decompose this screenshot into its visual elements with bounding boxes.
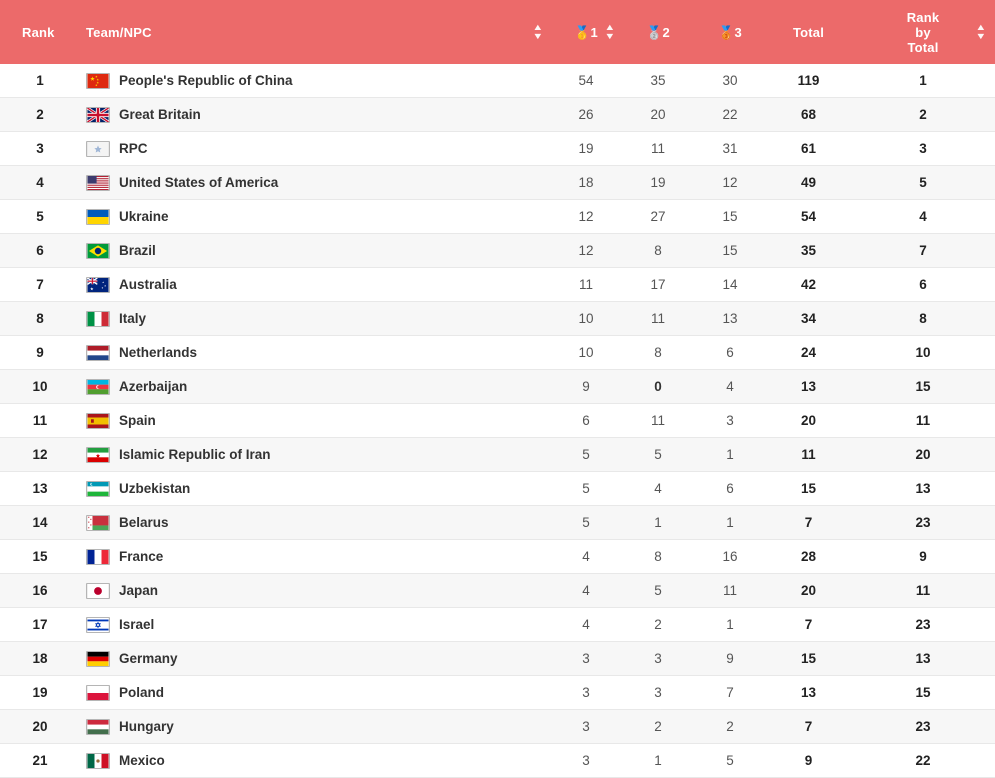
team-name: Netherlands <box>119 345 198 360</box>
cell-rank-by-total: 23 <box>851 506 995 540</box>
team-name: RPC <box>119 141 148 156</box>
cell-silver: 2 <box>622 710 694 744</box>
cell-team <box>80 370 550 404</box>
cell-team <box>80 438 550 472</box>
team-name: Spain <box>119 413 156 428</box>
column-label-total: Total <box>792 24 825 40</box>
team-name: Mexico <box>119 753 165 768</box>
team-name: People's Republic of China <box>119 73 293 88</box>
team-name: Hungary <box>119 719 174 734</box>
cell-gold: 4 <box>550 574 622 608</box>
cell-total: 35 <box>766 234 851 268</box>
cell-rank-by-total: 11 <box>851 404 995 438</box>
cell-gold: 3 <box>550 710 622 744</box>
flag-icon-rpc <box>86 141 110 157</box>
sort-arrows-icon-gold[interactable]: ▲ ▼ <box>604 22 616 41</box>
cell-gold: 5 <box>550 472 622 506</box>
cell-bronze: 1 <box>694 438 766 472</box>
cell-rank-by-total: 23 <box>851 608 995 642</box>
cell-bronze: 31 <box>694 132 766 166</box>
header-row <box>0 0 995 64</box>
table-row <box>0 98 995 132</box>
table-row <box>0 64 995 98</box>
cell-total: 68 <box>766 98 851 132</box>
column-label-gold: 1 <box>590 24 598 40</box>
cell-team <box>80 132 550 166</box>
flag-icon-ua <box>86 209 110 225</box>
cell-silver: 17 <box>622 268 694 302</box>
cell-rank-by-total: 6 <box>851 268 995 302</box>
cell-rank: 20 <box>0 710 80 744</box>
flag-icon-us <box>86 175 110 191</box>
cell-silver: 35 <box>622 64 694 98</box>
cell-total: 49 <box>766 166 851 200</box>
cell-rank-by-total: 5 <box>851 166 995 200</box>
cell-bronze: 14 <box>694 268 766 302</box>
svg-text:★: ★ <box>95 75 98 78</box>
cell-gold: 10 <box>550 302 622 336</box>
cell-silver: 11 <box>622 404 694 438</box>
cell-gold: 19 <box>550 132 622 166</box>
cell-team <box>80 98 550 132</box>
team-name: Japan <box>119 583 159 598</box>
table-row <box>0 370 995 404</box>
table-row <box>0 438 995 472</box>
table-row <box>0 744 995 778</box>
flag-icon-by <box>86 515 110 531</box>
cell-team <box>80 166 550 200</box>
cell-bronze: 4 <box>694 370 766 404</box>
svg-text:★: ★ <box>90 286 94 291</box>
flag-icon-hu <box>86 719 110 735</box>
cell-silver: 3 <box>622 642 694 676</box>
cell-rank: 5 <box>0 200 80 234</box>
flag-icon-az <box>86 379 110 395</box>
cell-team <box>80 404 550 438</box>
cell-rank: 9 <box>0 336 80 370</box>
cell-team <box>80 268 550 302</box>
cell-rank: 14 <box>0 506 80 540</box>
column-label-team: Team/NPC <box>86 24 152 40</box>
cell-total: 7 <box>766 710 851 744</box>
cell-total: 34 <box>766 302 851 336</box>
svg-text:★: ★ <box>104 284 107 287</box>
team-name: Italy <box>119 311 147 326</box>
table-row <box>0 676 995 710</box>
cell-gold: 11 <box>550 268 622 302</box>
table-row <box>0 200 995 234</box>
cell-team <box>80 540 550 574</box>
cell-bronze: 6 <box>694 336 766 370</box>
svg-text:★: ★ <box>96 80 99 84</box>
cell-total: 15 <box>766 642 851 676</box>
cell-total: 20 <box>766 574 851 608</box>
column-label-rank-by-total <box>907 10 940 55</box>
cell-rank-by-total: 4 <box>851 200 995 234</box>
silver-medal-icon: 🥈 <box>646 24 663 40</box>
cell-rank: 11 <box>0 404 80 438</box>
flag-icon-pl <box>86 685 110 701</box>
cell-silver: 2 <box>622 608 694 642</box>
cell-team <box>80 642 550 676</box>
cell-rank-by-total: 20 <box>851 438 995 472</box>
svg-text:★: ★ <box>90 76 95 82</box>
cell-rank: 6 <box>0 234 80 268</box>
column-header-rank-by-total[interactable] <box>851 0 995 64</box>
cell-bronze: 7 <box>694 676 766 710</box>
team-name: Ukraine <box>119 209 169 224</box>
svg-text:★: ★ <box>101 287 104 289</box>
cell-bronze: 15 <box>694 234 766 268</box>
cell-rank-by-total: 15 <box>851 370 995 404</box>
cell-rank: 8 <box>0 302 80 336</box>
column-label-silver: 2 <box>662 24 670 40</box>
column-label-rank: Rank <box>22 24 55 40</box>
table-row <box>0 132 995 166</box>
cell-rank-by-total: 22 <box>851 744 995 778</box>
cell-team <box>80 744 550 778</box>
cell-silver: 3 <box>622 676 694 710</box>
column-header-gold[interactable] <box>550 0 622 64</box>
team-name: Israel <box>119 617 155 632</box>
team-name: Uzbekistan <box>119 481 191 496</box>
cell-gold: 5 <box>550 438 622 472</box>
cell-gold: 12 <box>550 234 622 268</box>
flag-icon-fr <box>86 549 110 565</box>
cell-bronze: 15 <box>694 200 766 234</box>
cell-bronze: 22 <box>694 98 766 132</box>
cell-bronze: 1 <box>694 506 766 540</box>
team-name: Australia <box>119 277 177 292</box>
table-row <box>0 574 995 608</box>
cell-gold: 3 <box>550 676 622 710</box>
cell-total: 61 <box>766 132 851 166</box>
cell-team <box>80 472 550 506</box>
team-name: Islamic Republic of Iran <box>119 447 271 462</box>
cell-total: 15 <box>766 472 851 506</box>
cell-rank: 13 <box>0 472 80 506</box>
table-body <box>0 64 995 778</box>
svg-text:★: ★ <box>102 281 105 284</box>
cell-total: 119 <box>766 64 851 98</box>
table-row <box>0 642 995 676</box>
rbt-line-1: Rank <box>906 9 940 25</box>
cell-bronze: 6 <box>694 472 766 506</box>
table-row <box>0 540 995 574</box>
cell-rank-by-total: 9 <box>851 540 995 574</box>
cell-rank-by-total: 3 <box>851 132 995 166</box>
cell-total: 42 <box>766 268 851 302</box>
cell-silver: 0 <box>622 370 694 404</box>
team-name: Belarus <box>119 515 169 530</box>
cell-total: 20 <box>766 404 851 438</box>
cell-team <box>80 574 550 608</box>
cell-team <box>80 710 550 744</box>
cell-rank-by-total: 10 <box>851 336 995 370</box>
table-row <box>0 268 995 302</box>
cell-rank: 4 <box>0 166 80 200</box>
team-name: Poland <box>119 685 165 700</box>
cell-rank-by-total: 2 <box>851 98 995 132</box>
cell-gold: 10 <box>550 336 622 370</box>
cell-rank: 10 <box>0 370 80 404</box>
cell-gold: 12 <box>550 200 622 234</box>
flag-icon-uz <box>86 481 110 497</box>
team-name: Azerbaijan <box>119 379 188 394</box>
cell-bronze: 12 <box>694 166 766 200</box>
cell-rank-by-total: 13 <box>851 472 995 506</box>
cell-rank: 15 <box>0 540 80 574</box>
team-name: Germany <box>119 651 178 666</box>
cell-silver: 5 <box>622 574 694 608</box>
table-row <box>0 472 995 506</box>
cell-gold: 3 <box>550 642 622 676</box>
cell-team <box>80 506 550 540</box>
cell-team <box>80 336 550 370</box>
cell-silver: 1 <box>622 506 694 540</box>
cell-bronze: 11 <box>694 574 766 608</box>
cell-rank-by-total: 23 <box>851 710 995 744</box>
flag-icon-au <box>86 277 110 293</box>
table-row <box>0 302 995 336</box>
column-header-team[interactable] <box>80 0 550 64</box>
cell-rank: 7 <box>0 268 80 302</box>
flag-icon-br <box>86 243 110 259</box>
cell-silver: 8 <box>622 234 694 268</box>
cell-bronze: 13 <box>694 302 766 336</box>
cell-gold: 4 <box>550 540 622 574</box>
column-header-rank[interactable] <box>0 0 80 64</box>
cell-bronze: 30 <box>694 64 766 98</box>
cell-gold: 6 <box>550 404 622 438</box>
flag-icon-il <box>86 617 110 633</box>
cell-bronze: 5 <box>694 744 766 778</box>
cell-silver: 27 <box>622 200 694 234</box>
cell-rank: 21 <box>0 744 80 778</box>
cell-bronze: 9 <box>694 642 766 676</box>
cell-gold: 54 <box>550 64 622 98</box>
bronze-medal-icon: 🥉 <box>718 24 735 40</box>
cell-team <box>80 676 550 710</box>
table-row <box>0 234 995 268</box>
cell-rank-by-total: 13 <box>851 642 995 676</box>
team-name: France <box>119 549 164 564</box>
cell-rank-by-total: 1 <box>851 64 995 98</box>
cell-rank: 18 <box>0 642 80 676</box>
flag-icon-jp <box>86 583 110 599</box>
cell-rank-by-total: 15 <box>851 676 995 710</box>
table-row <box>0 336 995 370</box>
cell-rank: 3 <box>0 132 80 166</box>
cell-team <box>80 302 550 336</box>
cell-total: 54 <box>766 200 851 234</box>
cell-rank: 12 <box>0 438 80 472</box>
cell-rank-by-total: 8 <box>851 302 995 336</box>
cell-gold: 5 <box>550 506 622 540</box>
table-header <box>0 0 995 64</box>
column-header-silver[interactable] <box>622 0 694 64</box>
gold-medal-icon: 🥇 <box>574 24 591 40</box>
rbt-line-2: by <box>915 24 931 40</box>
cell-silver: 20 <box>622 98 694 132</box>
team-name: Brazil <box>119 243 156 258</box>
svg-text:★: ★ <box>95 83 98 87</box>
table-row <box>0 166 995 200</box>
flag-icon-ir <box>86 447 110 463</box>
table-row <box>0 710 995 744</box>
cell-total: 13 <box>766 370 851 404</box>
cell-silver: 8 <box>622 336 694 370</box>
team-name: Great Britain <box>119 107 201 122</box>
cell-gold: 4 <box>550 608 622 642</box>
cell-rank: 2 <box>0 98 80 132</box>
cell-silver: 11 <box>622 132 694 166</box>
cell-total: 7 <box>766 608 851 642</box>
cell-gold: 18 <box>550 166 622 200</box>
cell-silver: 1 <box>622 744 694 778</box>
cell-total: 7 <box>766 506 851 540</box>
team-name: United States of America <box>119 175 279 190</box>
cell-silver: 4 <box>622 472 694 506</box>
cell-total: 11 <box>766 438 851 472</box>
cell-rank: 17 <box>0 608 80 642</box>
cell-bronze: 1 <box>694 608 766 642</box>
cell-rank: 1 <box>0 64 80 98</box>
table-row <box>0 506 995 540</box>
column-label-bronze: 3 <box>734 24 742 40</box>
flag-icon-de <box>86 651 110 667</box>
cell-silver: 8 <box>622 540 694 574</box>
table-row <box>0 608 995 642</box>
sort-arrows-icon-team[interactable]: ▲ ▼ <box>532 22 544 41</box>
flag-icon-it <box>86 311 110 327</box>
cell-total: 24 <box>766 336 851 370</box>
cell-silver: 19 <box>622 166 694 200</box>
rbt-line-3: Total <box>907 39 939 55</box>
flag-icon-nl <box>86 345 110 361</box>
cell-team <box>80 64 550 98</box>
cell-rank-by-total: 7 <box>851 234 995 268</box>
cell-total: 13 <box>766 676 851 710</box>
cell-bronze: 16 <box>694 540 766 574</box>
cell-bronze: 2 <box>694 710 766 744</box>
sort-arrows-icon-rank-by-total[interactable]: ▲ ▼ <box>975 22 987 41</box>
cell-team <box>80 234 550 268</box>
cell-rank: 16 <box>0 574 80 608</box>
cell-gold: 26 <box>550 98 622 132</box>
cell-total: 9 <box>766 744 851 778</box>
cell-total: 28 <box>766 540 851 574</box>
flag-icon-es <box>86 413 110 429</box>
svg-text:★: ★ <box>96 77 99 81</box>
cell-silver: 11 <box>622 302 694 336</box>
cell-bronze: 3 <box>694 404 766 438</box>
flag-icon-gb <box>86 107 110 123</box>
cell-team <box>80 200 550 234</box>
cell-rank: 19 <box>0 676 80 710</box>
flag-icon-mx <box>86 753 110 769</box>
flag-icon-cn <box>86 73 110 89</box>
column-header-total[interactable] <box>766 0 851 64</box>
cell-rank-by-total: 11 <box>851 574 995 608</box>
cell-gold: 9 <box>550 370 622 404</box>
cell-gold: 3 <box>550 744 622 778</box>
cell-team <box>80 608 550 642</box>
column-header-bronze[interactable] <box>694 0 766 64</box>
cell-silver: 5 <box>622 438 694 472</box>
table-row <box>0 404 995 438</box>
